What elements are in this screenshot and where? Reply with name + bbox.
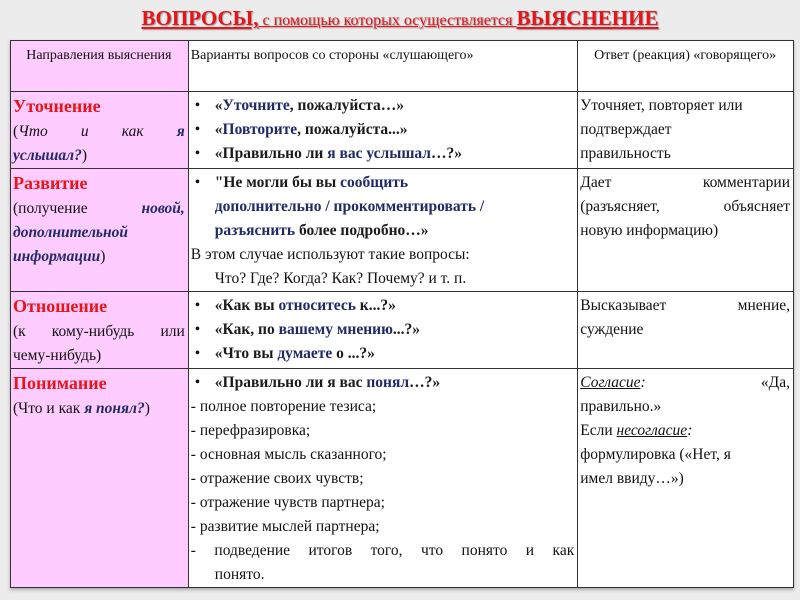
text-line (580, 195, 790, 219)
text-segment: «Правильно ли (214, 145, 328, 162)
text-segment: Уточните (222, 97, 290, 114)
text-line (191, 243, 574, 267)
text-segment: я вас услышал (327, 145, 431, 162)
answer-cell (578, 369, 794, 588)
text-line (13, 245, 185, 269)
text-segment: ) (144, 400, 150, 417)
title-part-1: ВОПРОСЫ, (141, 6, 259, 30)
text-segment: Высказывает мнение, (580, 297, 790, 314)
text-segment: правильность (580, 145, 671, 162)
text-line (580, 318, 790, 342)
title-part-3: ВЫЯСНЕНИЕ (516, 6, 659, 30)
text-segment: к...?» (355, 297, 396, 314)
text-line (13, 294, 185, 320)
text-line (580, 419, 790, 443)
text-segment: Что и как (18, 123, 177, 140)
text-line (191, 267, 574, 291)
bullet-item (191, 142, 574, 166)
text-line (580, 371, 790, 395)
text-line (580, 395, 790, 419)
text-segment: «Да, (645, 374, 790, 391)
answer-cell (578, 292, 794, 369)
text-segment: имел ввиду…») (580, 470, 684, 487)
text-segment: Уточняет, повторяет или (580, 97, 743, 114)
text-segment: более подробно…» (295, 222, 429, 239)
text-line (191, 419, 574, 443)
text-line (13, 144, 185, 168)
text-line (191, 395, 574, 419)
text-segment: , пожалуйста…» (289, 97, 405, 114)
text-segment: - развитие мыслей партнера; (190, 518, 380, 535)
text-segment: Дает комментарии (580, 174, 790, 191)
text-line (580, 467, 790, 491)
bullet-item (191, 371, 574, 395)
text-segment: - перефразировка; (190, 422, 311, 439)
text-segment: «Правильно ли я вас (214, 374, 367, 391)
direction-cell (11, 169, 189, 292)
text-segment: дополнительной (13, 224, 128, 241)
text-line (13, 197, 185, 221)
text-line (580, 94, 790, 118)
direction-title: Уточнение (13, 96, 101, 116)
text-line (191, 563, 574, 587)
text-line (191, 195, 574, 219)
clarification-table (10, 40, 794, 588)
text-segment: о ...?» (332, 345, 375, 362)
bullet-item (191, 94, 574, 118)
text-segment: (к кому-нибудь или (13, 323, 185, 340)
bullet-item (191, 171, 574, 195)
text-segment: ( (13, 123, 19, 140)
text-segment: вашему мнению (278, 321, 393, 338)
text-segment: подтверждает (580, 121, 672, 138)
text-line (13, 397, 185, 421)
text-segment: новую информацию) (580, 222, 719, 239)
text-line (191, 443, 574, 467)
text-segment: понял (366, 374, 410, 391)
text-segment: - отражение чувств партнера; (190, 494, 385, 511)
bullet-item (191, 342, 574, 366)
text-segment: : (687, 422, 693, 439)
questions-cell (188, 369, 577, 588)
bullet-item (191, 318, 574, 342)
text-segment: (разъясняет, объясняет (580, 198, 790, 215)
text-line (191, 539, 574, 563)
table-row (11, 369, 794, 588)
text-segment: « (214, 121, 223, 138)
page-title (0, 6, 800, 31)
title-part-2: с помощью которых осуществляется (258, 12, 517, 29)
text-line (13, 94, 185, 120)
text-line (13, 120, 185, 144)
text-segment: несогласие (616, 422, 688, 439)
text-segment: формулировка («Нет, я (580, 446, 731, 463)
text-line (13, 371, 185, 397)
text-segment: новой, (141, 200, 185, 217)
questions-cell (188, 169, 577, 292)
text-segment: думаете (277, 345, 333, 362)
text-segment: - основная мысль сказанного; (190, 446, 387, 463)
text-line (580, 118, 790, 142)
bullet-item (191, 118, 574, 142)
table-header-row (11, 41, 794, 92)
header-questions: Варианты вопросов со стороны «слушающего» (188, 41, 577, 92)
text-segment: ...?» (392, 321, 421, 338)
text-segment: Повторите (222, 121, 298, 138)
text-segment: правильно.» (580, 398, 662, 415)
text-line (580, 219, 790, 243)
questions-cell (188, 292, 577, 369)
header-directions: Направления выяснения (11, 41, 189, 92)
text-line (580, 142, 790, 166)
table-row (11, 292, 794, 369)
text-line (191, 491, 574, 515)
table-row (11, 169, 794, 292)
text-segment: …?» (409, 374, 441, 391)
text-segment: разъяснить (214, 222, 296, 239)
text-segment: услышал? (13, 147, 82, 164)
text-segment: , пожалуйста...» (297, 121, 408, 138)
text-segment: "Не могли бы вы (214, 174, 341, 191)
text-line (580, 171, 790, 195)
direction-title: Понимание (13, 373, 107, 393)
text-line (191, 467, 574, 491)
direction-cell (11, 92, 189, 169)
text-line (580, 443, 790, 467)
direction-title: Развитие (13, 173, 88, 193)
text-segment: я понял? (84, 400, 145, 417)
text-segment: «Как вы (214, 297, 279, 314)
text-segment: дополнительно / прокомментировать / (214, 198, 485, 215)
questions-cell (188, 92, 577, 169)
text-segment: я (176, 123, 185, 140)
direction-cell (11, 369, 189, 588)
answer-cell (578, 169, 794, 292)
text-line (13, 171, 185, 197)
text-segment: …?» (431, 145, 462, 162)
text-line (191, 219, 574, 243)
text-line (13, 344, 185, 368)
text-segment: Что? Где? Когда? Как? Почему? и т. п. (214, 270, 467, 287)
header-answer: Ответ (реакция) «говорящего» (578, 41, 794, 92)
bullet-item (191, 294, 574, 318)
text-segment: «Что вы (214, 345, 278, 362)
text-segment: понято. (214, 566, 265, 583)
text-segment: сообщить (340, 174, 409, 191)
text-segment: (Что и как (13, 400, 85, 417)
direction-cell (11, 292, 189, 369)
text-segment: : (640, 374, 646, 391)
text-line (580, 294, 790, 318)
text-segment: ) (81, 147, 88, 164)
text-line (191, 515, 574, 539)
text-segment: « (214, 97, 223, 114)
text-segment: суждение (580, 321, 644, 338)
text-segment: ) (100, 248, 106, 265)
text-segment: информации (13, 248, 101, 265)
text-segment: относитесь (278, 297, 356, 314)
table-row (11, 92, 794, 169)
text-segment: - полное повторение тезиса; (190, 398, 377, 415)
direction-title: Отношение (13, 296, 108, 316)
text-segment: чему-нибудь) (13, 347, 102, 364)
text-segment: В этом случае используют такие вопросы: (190, 246, 470, 263)
text-line (13, 320, 185, 344)
text-segment: - подведение итогов того, что понято и как (190, 542, 575, 559)
text-segment: (получение (13, 200, 142, 217)
text-segment: - отражение своих чувств; (190, 470, 364, 487)
text-line (13, 221, 185, 245)
answer-cell (578, 92, 794, 169)
text-segment: «Как, по (214, 321, 279, 338)
text-segment: Согласие (580, 374, 641, 391)
text-segment: Если (580, 422, 617, 439)
